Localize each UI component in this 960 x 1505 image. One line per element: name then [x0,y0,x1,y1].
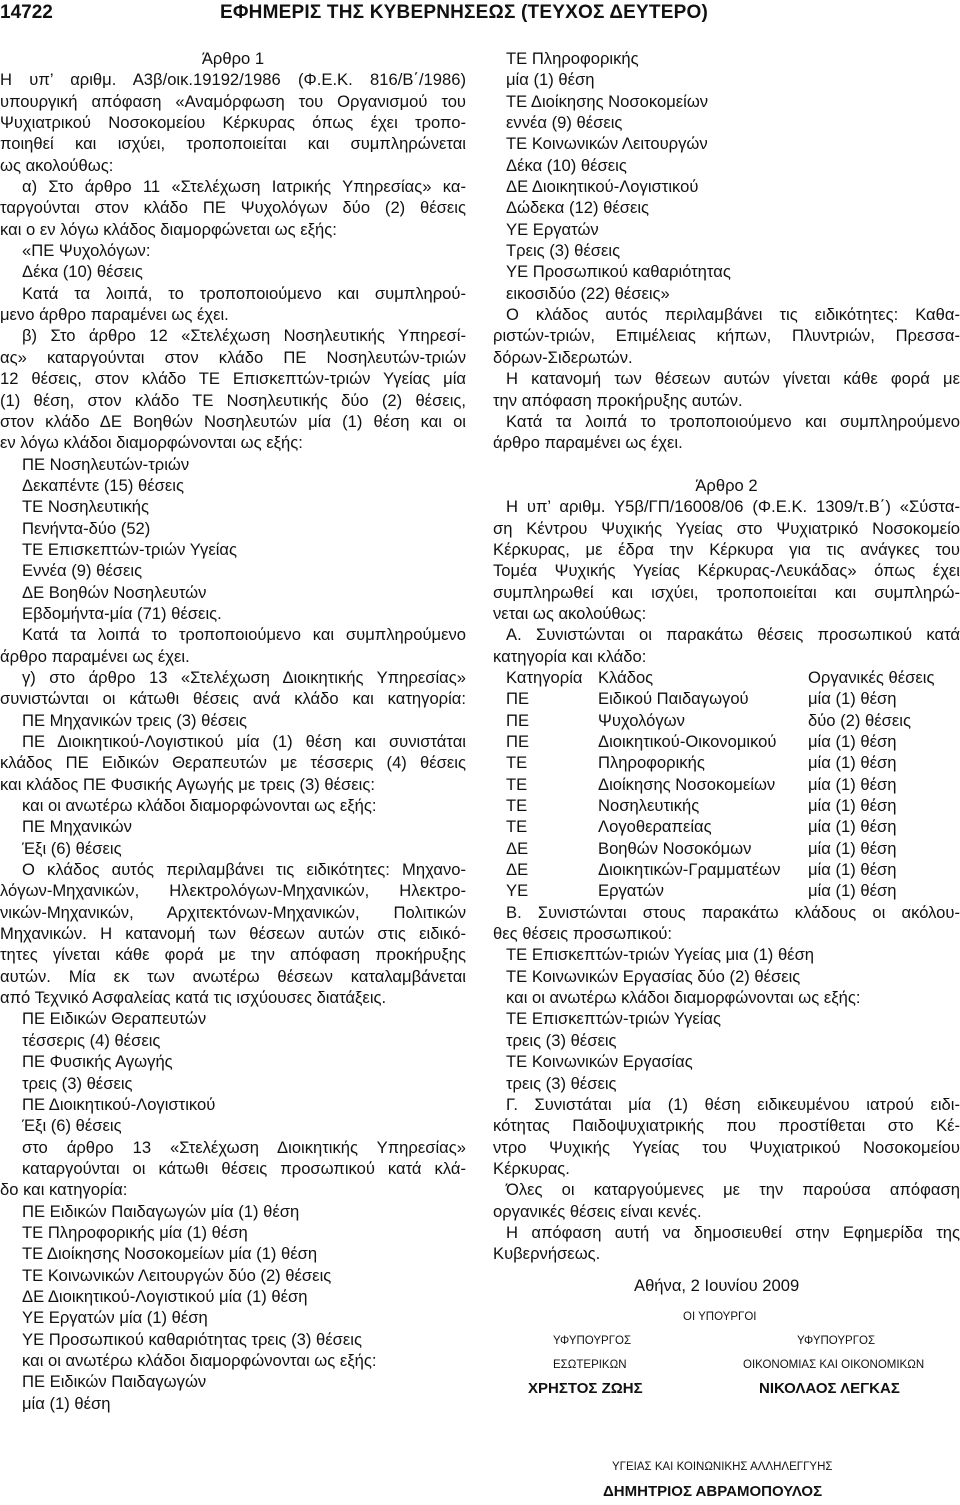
left-column-text-line: Κατά τα λοιπά το τροποποιούμενο και συμπληρούμενο [22,625,466,645]
right-column-text-line: ΤΕ Επισκεπτών-τριών Υγείας μια (1) θέση [506,945,815,965]
right-column-text-line: ΥΕ Προσωπικού καθαριότητας [506,262,731,282]
right-column-text-line: Γ. Συνιστάται μία (1) θέση ειδικευμένου ιατρού ειδι- [506,1094,960,1114]
staff-table-header-category: Κατηγορία [506,667,583,687]
right-column-text-line: Κυβερνήσεως. [493,1244,601,1264]
left-column-text-line: καταργούνται οι κάτωθι θέσεις προσωπικού κατά κλά- [22,1158,466,1178]
bottom-minister-title: ΥΓΕΙΑΣ ΚΑΙ ΚΟΙΝΩΝΙΚΗΣ ΑΛΛΗΛΕΓΓΥΗΣ [612,1460,833,1473]
staff-table-header-positions: Οργανικές θέσεις [808,667,935,687]
left-column-text-line: Ψυχιατρικού Νοσοκομείου Κέρκυρας όπως έχει τροπο- [0,113,466,133]
left-column-text-line: ΤΕ Επισκεπτών-τριών Υγείας [22,539,237,559]
right-column-text-line: ΤΕ Διοίκησης Νοσοκομείων [506,91,709,111]
right-column-text-line: μία (1) θέση [506,70,595,90]
left-column-text-line: και κλάδος ΠΕ Φυσικής Αγωγής με τρεις (3) θέσεις: [0,774,375,794]
staff-branch-cell: Νοσηλευτικής [598,796,700,816]
left-column-text-line: ΤΕ Διοίκησης Νοσοκομείων μία (1) θέση [22,1244,318,1264]
left-column-text-line: ΠΕ Ειδικών Θεραπευτών [22,1009,207,1029]
staff-positions-cell: δύο (2) θέσεις [808,710,911,730]
left-column-text-line: μενο άρθρο παραμένει ως έχει. [0,305,229,325]
table-row [506,688,934,709]
right-column-text-line: Άρθρο 2 [695,475,758,495]
left-column-text-line: τητες γίνεται κάθε φορά με την απόφαση προκήρυξης [0,945,466,965]
staff-branch-cell: Εργατών [598,881,664,901]
right-column-text-line: Τρεις (3) θέσεις [506,241,621,261]
left-column-text-line: και ο εν λόγω κλάδος διαμορφώνεται ως εξής: [0,219,337,239]
staff-branch-cell: Διοικητικών-Γραμματέων [598,860,781,880]
left-column-text-line: στο άρθρο 13 «Στελέχωση Διοικητικής Υπηρεσίας» [22,1137,466,1157]
right-column-text-line: Κέρκυρας, με έδρα την Κέρκυρα για τις ανάγκες του [493,539,960,559]
right-column-text-line: συμπληρωθεί και ισχύει, τροποποιείται και συμπληρώ- [493,582,960,602]
left-column-text-line: ΤΕ Νοσηλευτικής [22,497,150,517]
staff-branch-cell: Λογοθεραπείας [598,817,712,837]
staff-branch-cell: Ψυχολόγων [598,710,685,730]
right-column-text-line: ΤΕ Κοινωνικών Εργασίας δύο (2) θέσεις [506,966,801,986]
left-column-text-line: ΠΕ Μηχανικών [22,817,132,837]
left-column-text-line: 12 θέσεις, στον κλάδο ΤΕ Επισκεπτών-τριών Υγείας μία [0,369,466,389]
left-column-text-line: μία (1) θέση [22,1393,111,1413]
right-column-text-line: κατηγορία και κλάδο: [493,646,647,666]
table-row [506,795,934,816]
left-minister-title-2: ΕΣΩΤΕΡΙΚΩΝ [553,1358,627,1371]
staff-positions-cell: μία (1) θέση [808,732,897,751]
right-column-text-line: ΤΕ Κοινωνικών Λειτουργών [506,134,708,154]
left-column-text-line: Άρθρο 1 [201,49,265,68]
left-column-text-line: Κατά τα λοιπά, το τροποποιούμενο και συμπληρού- [22,283,466,303]
staff-category-cell: ΠΕ [506,689,530,709]
ministers-label: ΟΙ ΥΠΟΥΡΓΟΙ [683,1310,757,1323]
right-column-text-line: οργανικές θέσεις είναι κενές. [493,1201,702,1221]
right-column-lower-text [493,902,960,1265]
staff-category-cell: ΔΕ [506,838,529,858]
right-column-text-line: ση Κέντρου Ψυχικής Υγείας στο Ψυχιατρικό Νοσοκομείο [493,518,960,538]
right-column-text-line: κότητας Παιδοψυχιατρικής που προστίθεται στο Κέ- [493,1116,960,1136]
left-column-text-line: «ΠΕ Ψυχολόγων: [22,241,151,261]
left-column-text-line: λόγων-Μηχανικών, Ηλεκτρολόγων-Μηχανικών, Ηλεκτρο- [0,881,466,901]
left-column-text-line: β) Στο άρθρο 12 «Στελέχωση Νοσηλευτικής Υπηρεσί- [22,326,466,346]
table-row [506,731,934,752]
left-column-text-line: Ο κλάδος αυτός περιλαμβάνει τις ειδικότητες: Μηχανο- [22,860,466,880]
right-column-text-line: και οι ανωτέρω κλάδοι διαμορφώνονται ως εξής: [506,988,861,1008]
left-column-text-line: Εννέα (9) θέσεις [22,561,143,581]
left-column-text-line: από Τεχνικό Ασφαλείας κατά τις ισχύουσες διατάξεις. [0,988,387,1008]
right-minister-title-1: ΥΦΥΠΟΥΡΓΟΣ [797,1334,876,1347]
staff-positions-cell: μία (1) θέση [808,838,897,858]
staff-positions-cell: μία (1) θέση [808,860,897,880]
staff-branch-cell: Πληροφορικής [598,753,705,773]
table-row [506,774,934,795]
left-column-text-line: Έξι (6) θέσεις [22,1116,122,1136]
right-column-upper-text [493,48,960,667]
left-column-text-line: δο και κατηγορία: [0,1180,128,1200]
staff-branch-cell: Διοίκησης Νοσοκομείων [598,774,776,794]
right-column-text-line: Όλες οι καταργούμενες με την παρούσα απόφαση [506,1180,960,1200]
staff-positions-cell: μία (1) θέση [808,796,897,816]
staff-category-cell: ΤΕ [506,796,528,816]
staff-branch-cell: Διοικητικού-Οικονομικού [598,732,777,751]
left-column-text-line: ΤΕ Κοινωνικών Λειτουργών δύο (2) θέσεις [22,1265,332,1285]
left-column-text-line: ΠΕ Νοσηλευτών-τριών [22,454,190,474]
staff-table-header-branch: Κλάδος [598,667,654,687]
right-column-text-line: Β. Συνιστώνται στους παρακάτω κλάδους οι ακόλου- [506,902,960,922]
right-column-text-line: ΤΕ Πληροφορικής [506,49,639,68]
left-column-text-line: Πενήντα-δύο (52) [22,518,151,538]
right-column-text-line: άρθρο παραμένει ως έχει. [493,433,683,453]
left-column-text-line: στον κλάδο ΔΕ Βοηθών Νοσηλευτών μία (1) θέση και οι [0,411,466,431]
journal-title: ΕΦΗΜΕΡΙΣ ΤΗΣ ΚΥΒΕΡΝΗΣΕΩΣ (ΤΕΥΧΟΣ ΔΕΥΤΕΡΟ) [220,2,708,23]
left-column-text-line: ΠΕ Φυσικής Αγωγής [22,1052,173,1072]
left-column-text-line: υπουργική απόφαση «Αναμόρφωση του Οργανισμού του [0,91,466,111]
left-minister-name: ΧΡΗΣΤΟΣ ΖΩΗΣ [528,1379,643,1397]
right-column-text-line: ΤΕ Επισκεπτών-τριών Υγείας [506,1009,721,1029]
bottom-minister-name: ΔΗΜΗΤΡΙΟΣ ΑΒΡΑΜΟΠΟΥΛΟΣ [603,1482,823,1500]
staff-category-cell: ΤΕ [506,753,528,773]
left-column-text-line: ΥΕ Προσωπικού καθαριότητας τρεις (3) θέσεις [22,1329,362,1349]
right-column-text-line: Δώδεκα (12) θέσεις [506,198,650,218]
table-row [506,752,934,773]
right-column-text-line: Η κατανομή των θέσεων αυτών γίνεται κάθε φορά με [506,369,960,389]
staff-category-cell: ΥΕ [506,881,529,901]
left-column-text-line: ΥΕ Εργατών μία (1) θέση [22,1308,208,1328]
table-row [506,710,934,731]
staff-positions-table [506,667,934,902]
left-column-text-line: ΤΕ Πληροφορικής μία (1) θέση [22,1222,248,1242]
left-column-text-line: ΔΕ Βοηθών Νοσηλευτών [22,582,207,602]
staff-branch-cell: Ειδικού Παιδαγωγού [598,689,749,709]
left-column-text-line: ποιηθεί και ισχύει, τροποποιείται και συμπληρώνεται [0,134,466,154]
signature-block [493,1265,960,1445]
left-column-text-line: ΠΕ Ειδικών Παιδαγωγών [22,1372,207,1392]
staff-table-header [506,667,934,688]
left-column-text-line: και οι ανωτέρω κλάδοι διαμορφώνονται ως εξής: [22,796,377,816]
left-column-text-line: τρεις (3) θέσεις [22,1073,133,1093]
page-header [0,0,960,30]
staff-positions-cell: μία (1) θέση [808,689,897,709]
left-column-text-line: ΔΕ Διοικητικού-Λογιστικού μία (1) θέση [22,1286,308,1306]
staff-category-cell: ΠΕ [506,732,530,751]
right-column [493,48,960,1505]
table-row [506,880,934,901]
left-column-text-line: α) Στο άρθρο 11 «Στελέχωση Ιατρικής Υπηρεσίας» κα- [22,177,466,197]
left-column-text-line: Έξι (6) θέσεις [22,838,122,858]
right-column-text-line: Κατά τα λοιπά το τροποποιούμενο και συμπληρούμενο [506,411,960,431]
left-column-text-line: ΠΕ Διοικητικού-Λογιστικού [22,1094,216,1114]
left-column-text-line: αυτών. Μία εκ των ανωτέρω θέσεων καταλαμβάνεται [0,966,466,986]
left-column-text-line: συνιστώνται οι κάτωθι θέσεις ανά κλάδο και κατηγορία: [0,689,466,709]
right-minister-title-2: ΟΙΚΟΝΟΜΙΑΣ ΚΑΙ ΟΙΚΟΝΟΜΙΚΩΝ [743,1358,925,1371]
right-minister-name: ΝΙΚΟΛΑΟΣ ΛΕΓΚΑΣ [759,1379,900,1397]
right-column-text-line: την απόφαση προκήρυξης αυτών. [493,390,743,410]
staff-category-cell: ΠΕ [506,710,530,730]
right-column-text-line: Η απόφαση αυτή να δημοσιευθεί στην Εφημερίδα της [506,1222,960,1242]
staff-positions-cell: μία (1) θέση [808,817,897,837]
left-column-text-line: Δεκαπέντε (15) θέσεις [22,475,184,495]
right-column-text-line: τρεις (3) θέσεις [506,1073,617,1093]
left-column-text-line: ταργούνται στον κλάδο ΠΕ Ψυχολόγων δύο (2) θέσεις [0,198,466,218]
left-column-text-line: Η υπ’ αριθμ. Α3β/οικ.19192/1986 (Φ.Ε.Κ. 816/Β΄/1986) [0,70,466,90]
left-column-text-line: άρθρο παραμένει ως έχει. [0,646,190,666]
staff-category-cell: ΔΕ [506,860,529,880]
left-column-text-line: ΠΕ Μηχανικών τρεις (3) θέσεις [22,710,248,730]
left-column-text-line: εν λόγω κλάδοι διαμορφώνονται ως εξής: [0,433,303,453]
right-column-text-line: ριστών-τριών, Επιμέλειας κήπων, Πλυντριών, Πρεσσα- [493,326,960,346]
signature-block-bottom [493,1445,960,1505]
left-column-text-line: Εβδομήντα-μία (71) θέσεις. [22,603,222,623]
right-column-text-line: Ο κλάδος αυτός περιλαμβάνει τις ειδικότητες: Καθα- [506,305,960,325]
table-row [506,838,934,859]
right-column-text-line: Η υπ’ αριθμ. Υ5β/ΓΠ/16008/06 (Φ.Ε.Κ. 1309/τ.Β΄) «Σύστα- [506,497,960,517]
left-column [0,48,466,1414]
left-column-text-line: τέσσερις (4) θέσεις [22,1030,161,1050]
left-column-text-line: Δέκα (10) θέσεις [22,262,143,282]
right-column-text-line: ΤΕ Κοινωνικών Εργασίας [506,1052,693,1072]
staff-category-cell: ΤΕ [506,774,528,794]
right-column-text-line: τρεις (3) θέσεις [506,1030,617,1050]
right-column-text-line: ΔΕ Διοικητικού-Λογιστικού [506,177,699,197]
left-column-text-line: Μηχανικών. Η κατανομή των θέσεων αυτών στις ειδικό- [0,924,466,944]
right-column-text-line: εικοσιδύο (22) θέσεις» [506,283,670,303]
signature-date: Αθήνα, 2 Ιουνίου 2009 [634,1275,800,1295]
right-column-text-line [493,454,960,475]
staff-positions-cell: μία (1) θέση [808,881,897,901]
left-minister-title-1: ΥΦΥΠΟΥΡΓΟΣ [553,1334,632,1347]
table-row [506,859,934,880]
right-column-text-line: νεται ως ακολούθως: [493,603,647,623]
staff-positions-cell: μία (1) θέση [808,774,897,794]
right-column-text-line: Δέκα (10) θέσεις [506,155,627,175]
left-column-text-line: γ) στο άρθρο 13 «Στελέχωση Διοικητικής Υπηρεσίας» [22,667,466,687]
left-column-text-line: (1) θέση, στον κλάδο ΤΕ Νοσηλευτικής δύο (2) θέσεις, [0,390,466,410]
right-column-text-line: Α. Συνιστώνται οι παρακάτω θέσεις προσωπικού κατά [506,625,960,645]
table-row [506,816,934,837]
left-column-text-line: ως ακολούθως: [0,155,114,175]
page-number: 14722 [0,2,53,23]
left-column-text-line: ΠΕ Διοικητικού-Λογιστικού μία (1) θέση και συνιστάται [22,732,466,751]
left-column-text-line: ας» καταργούνται στον κλάδο ΠΕ Νοσηλευτών-τριών [0,347,466,367]
staff-positions-cell: μία (1) θέση [808,753,897,773]
right-column-text-line: δόρων-Σιδερωτών. [493,347,633,367]
right-column-text-line: Τομέα Ψυχικής Υγείας Κέρκυρας-Λευκάδας» όπως έχει [493,561,960,581]
right-column-text-line: θες θέσεις προσωπικού: [493,924,673,944]
left-column-text-line: και οι ανωτέρω κλάδοι διαμορφώνονται ως εξής: [22,1350,377,1370]
staff-branch-cell: Βοηθών Νοσοκόμων [598,838,752,858]
left-column-text-line: ΠΕ Ειδικών Παιδαγωγών μία (1) θέση [22,1201,300,1221]
staff-category-cell: ΤΕ [506,817,528,837]
left-column-text-line: κλάδος ΠΕ Ειδικών Θεραπευτών με τέσσερις (4) θέσεις [0,753,466,773]
right-column-text-line: ντρο Ψυχικής Υγείας του Ψυχιατρικού Νοσοκομείου [493,1137,960,1157]
right-column-text-line: Κέρκυρας. [493,1158,570,1178]
left-column-text-line: νικών-Μηχανικών, Αρχιτεκτόνων-Μηχανικών, Πολιτικών [0,902,466,922]
right-column-text-line: εννέα (9) θέσεις [506,113,623,133]
right-column-text-line: ΥΕ Εργατών [506,219,599,239]
